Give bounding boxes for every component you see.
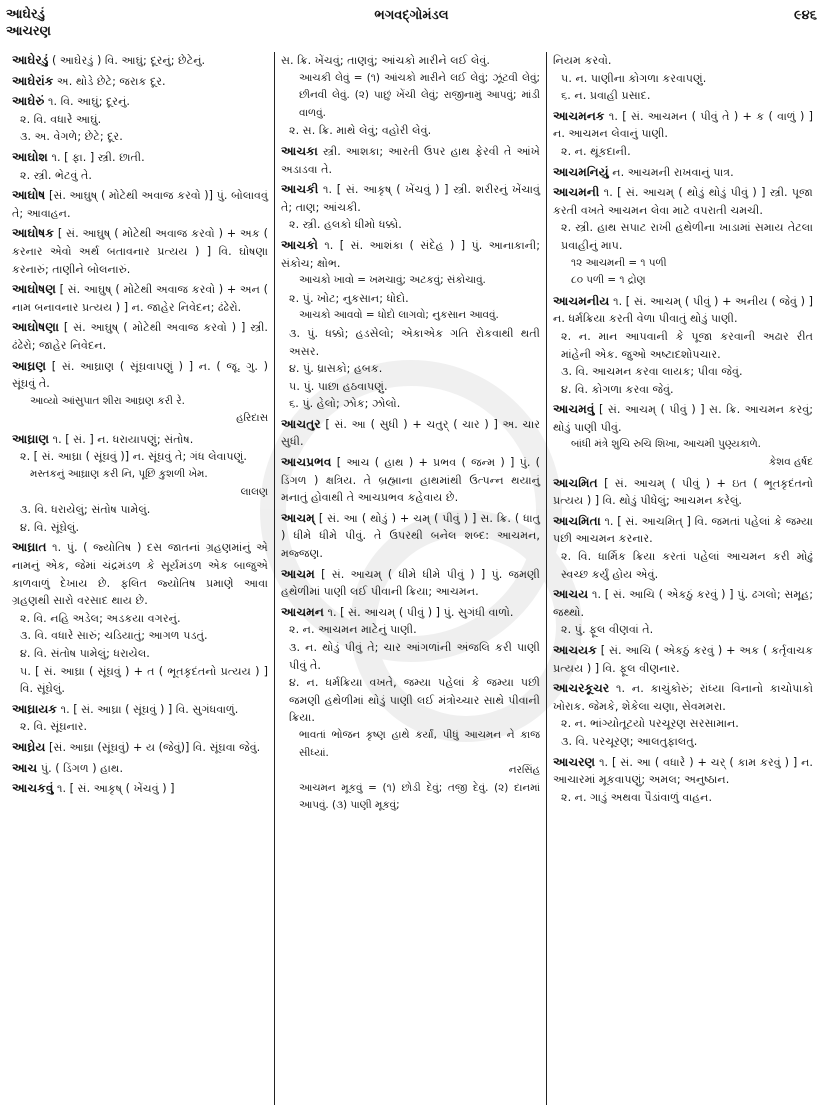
dictionary-entry — [281, 416, 540, 451]
headword: આચમનક — [553, 108, 605, 123]
dictionary-entry — [12, 93, 268, 146]
definition-text: સ્ત્રી. આશકા; આરતી ઉપર હાથ ફેરવી તે આંખે અડાડવા તે. — [281, 144, 540, 176]
definition-text: નિયમ કરવો. — [553, 54, 612, 67]
entry-definition — [553, 754, 813, 789]
usage-quote: મસ્તકનું આઘ્રાણ કરી નિ, પૂછિ કુશળી ખેમ. — [30, 468, 208, 481]
entry-definition — [12, 701, 268, 719]
usage-quote: આચકી લેવું = (૧) આંચકો મારીને લઈ લેવું; ઝૂંટવી લેવું; છીનવી લેવું. (૨) પાછું ખેંચી લેવું; રાજીનામું આપવું; માંડી વાળવું. — [299, 71, 540, 119]
sense-line: ૨. સ્ત્રી. હલકો ધીમો ધક્કો. — [289, 218, 402, 232]
dictionary-entry — [553, 52, 813, 105]
measure-line: ૧૨ આચમની = ૧ પળી — [571, 256, 667, 269]
entry-definition — [12, 281, 268, 316]
quote-author: હરિદાસ — [236, 412, 268, 425]
headword: આચમિતા — [553, 513, 601, 528]
definition-text: ૧. [ સં. આઘ્રા ( સૂંઘવું ) ] વિ. સુગંધવાળું. — [60, 702, 239, 716]
sense-line: ૩. વિ. પરચૂરણ; આલતુફાલતુ. — [561, 734, 698, 748]
entry-definition — [12, 780, 268, 798]
dictionary-entry — [12, 187, 268, 222]
headword: આચકા — [281, 143, 318, 158]
sense-line: ૨. સ્ત્રી. હાથ સપાટ રાખી હથેળીના ખાડામાં સમાય તેટલા પ્રવાહીનું માપ. — [561, 221, 813, 252]
entry-definition — [12, 760, 268, 778]
definition-text: ૧. [ ફા. ] સ્ત્રી. છાતી. — [51, 150, 145, 164]
dictionary-entry — [553, 642, 813, 677]
definition-text: [ સં. આચમ્ ( પીવું ) ] સ. ક્રિ. આચમન કરવું; થોડું પાણી પીવું. — [553, 403, 813, 434]
dictionary-entry — [553, 680, 813, 750]
dictionary-title: ભગવદ્ગોમંડલ — [374, 8, 449, 23]
definition-text: ૧. [ સં. આશંકા ( સંદેહ ) ] પું. આનાકાની; સંકોચ; ક્ષોભ. — [281, 238, 541, 270]
dictionary-entry — [553, 184, 813, 290]
usage-quote: આચકો આવવો = ધોદો લાગવો; નુકસાન આવવું. — [299, 309, 499, 322]
measure-line: ૮૦ પળી = ૧ દ્રોણ — [571, 274, 646, 287]
usage-quote: ભાવતાં ભોજન કૃષ્ણ હાથે કર્યાં, પીધું આચમન ને કાજ સીધ્યાં. — [299, 728, 540, 759]
dictionary-entry — [12, 225, 268, 278]
definition-text: [ સં. આઘુષ્ ( મોટેથી અવાજ કરવો ) + અન ( નામ બનાવનાર પ્રત્યય ) ] ન. જાહેર નિવેદન; ઢંઢેરો. — [12, 283, 268, 314]
dictionary-entry — [12, 358, 268, 428]
headword: આઘ્રાત — [12, 540, 47, 555]
sense-line: ૨. ન. આચમન માટેનું પાણી. — [289, 623, 417, 637]
entry-definition — [281, 566, 540, 601]
headword: આચમનીય — [553, 293, 610, 308]
dictionary-entry — [12, 431, 268, 537]
sense-line: ૩. વિ. ધરાયેલું; સંતોષ પામેલું. — [20, 503, 151, 517]
entry-definition — [12, 52, 268, 70]
sense-line: ૩. વિ. આચમન કરવા લાયક; પીવા જેવું. — [561, 365, 743, 379]
entry-definition — [281, 604, 540, 622]
headword: આચમનિયું — [553, 164, 609, 179]
entry-definition — [553, 513, 813, 548]
headword: આચ — [12, 760, 38, 775]
headword: આચમવું — [553, 402, 595, 417]
dictionary-entry — [12, 281, 268, 316]
definition-text: ( આઘેરડું ) વિ. આઘું; દૂરનું; છેટેનું. — [52, 54, 206, 67]
definition-text: સ. ક્રિ. ખેંચવું; તાણવું; આંચકો મારીને લઈ લેવું. — [281, 54, 490, 67]
quote-author: કેશવ હર્ષદ — [768, 456, 813, 469]
dictionary-entry — [553, 475, 813, 510]
sense-line: ૨. [ સં. આઘ્રા ( સૂંઘવું )] ન. સૂંઘવું તે; ગંધ લેવાપણું. — [20, 450, 247, 464]
dictionary-entry — [281, 237, 540, 413]
entry-definition — [553, 642, 813, 677]
definition-text: ૧. વિ. આઘું; દૂરનું. — [47, 95, 130, 109]
entry-definition — [553, 401, 813, 436]
sense-line: ૨. પું. ખોટ; નુકસાન; ધોદો. — [289, 291, 409, 305]
entry-definition — [12, 539, 268, 609]
entry-definition — [281, 510, 540, 563]
entry-definition — [281, 181, 540, 216]
headword: આચમિત — [553, 475, 598, 490]
dictionary-entry — [281, 454, 540, 507]
entry-definition — [553, 586, 813, 621]
entry-definition — [553, 52, 813, 70]
entry-definition — [12, 149, 268, 167]
sense-line: ૫. પું. પાછા હઠવાપણું. — [289, 379, 388, 393]
sense-line: ૨. ન. ભાંગ્યોતૂટયો પરચૂરણ સરસામાન. — [561, 717, 739, 731]
entry-definition — [553, 184, 813, 219]
headword: આઘ્રાણ — [12, 431, 50, 446]
entry-definition — [12, 225, 268, 278]
guide-word-bottom: આચરણ — [6, 24, 51, 39]
entry-definition — [12, 73, 268, 91]
sense-line: ૨. સ્ત્રી. ભેટવું તે. — [20, 168, 92, 182]
dictionary-entry — [553, 401, 813, 471]
column-1 — [6, 52, 274, 1105]
definition-text: ૧. [ સં. આકૃષ્ ( ખેંચવું ) ] સ્ત્રી. શરીરનું ખેંચાવું તે; તાણ; આંચકી. — [281, 183, 540, 214]
entry-definition — [553, 108, 813, 143]
dictionary-entry — [553, 164, 813, 182]
sense-line: ૩. ન. થોડું પીવું તે; ચાર આંગળાંની અંજલિ કરી પાણી પીવું તે. — [289, 641, 540, 672]
sense-line: ૬. ન. પ્રવાહી પ્રસાદ. — [561, 89, 651, 103]
headword: આચમ્ — [281, 510, 315, 525]
dictionary-entry — [281, 143, 540, 178]
entry-definition — [281, 52, 540, 70]
dictionary-entry — [12, 149, 268, 184]
definition-text: ૧. [ સં. આચમન ( પીવું તે ) + ક ( વાળું ) ] ન. આચમન લેવાનું પાણી. — [553, 109, 814, 141]
sense-line: ૪. પું. ધ્રાસકો; હબક. — [289, 362, 383, 376]
definition-text: ૧. [ સં. આચમિત્ ] વિ. જમતાં પહેલાં કે જમ્યા પછી આચમન કરનાર. — [553, 514, 813, 546]
definition-text: [ સં. આઘુષ્ ( મોટેથી અવાજ કરવો ) ] સ્ત્રી. ઢંઢેરો; જાહેર નિવેદન. — [12, 321, 268, 352]
headword: આચતુર — [281, 416, 321, 431]
entry-definition — [12, 431, 268, 449]
definition-text: અ. થોડે છેટે; જરાક દૂર. — [56, 74, 166, 88]
definition-text: ૧. [ સં. આચમ્ ( થોડું થોડું પીવું ) ] સ્ત્રી. પૂજા કરતી વખતે આચમન લેવા માટે વપરાતી ચમચી. — [553, 186, 813, 217]
sense-line: ૪. ન. ધર્મક્રિયા વખતે, જમ્યા પહેલાં કે જમ્યા પછી જમણી હથેળીમાં થોડું પાણી લઈ મંત્રોચ્ચાર સાથે પીવાની ક્રિયા. — [289, 676, 540, 725]
definition-text: [સં. આઘુષ્ ( મોટેથી અવાજ કરવો )] પું. બોલાવવું તે; આવાહન. — [12, 189, 268, 220]
headword: આઘોષક — [12, 226, 54, 241]
headword: આચકી — [281, 182, 319, 197]
entry-definition — [553, 680, 813, 715]
entry-definition — [553, 293, 813, 328]
definition-text: [ સં. આ ( સુધી ) + ચતુર્ ( ચાર ) ] અ. ચાર સુધી. — [281, 417, 540, 449]
dictionary-entry — [12, 760, 268, 778]
definition-text: ૧. [ સં. આચમ્ ( પીવું ) + અનીય ( જેવું ) ] ન. ધર્મક્રિયા કરતી વેળા પીવાતું થોડું પાણી. — [553, 294, 813, 326]
dictionary-entry — [281, 181, 540, 234]
dictionary-entry — [12, 319, 268, 354]
entry-definition — [12, 739, 268, 757]
sense-line: ૨. ન. ગાડું અથવા પૈડાંવાળું વાહન. — [561, 790, 713, 804]
sense-line: ૨. વિ. ધાર્મિક ક્રિયા કરતાં પહેલાં આચમન કરી મોઢું સ્વચ્છ કર્યું હોય એવું. — [561, 550, 813, 581]
definition-text: [ સં. આ ( થોડું ) + ચમ્ ( પીવું ) ] સ. ક્રિ. ( ધાતુ ) ધીમે ધીમે પીવું. તે ઉપરથી બનેલ શબ્દ: આચમન, મજ્જણ. — [281, 511, 541, 561]
page-number: ૯૪૬ — [793, 8, 817, 23]
definition-text: [ સં. આચમ્ ( ધીમે ધીમે પીવું ) ] પું. જમણી હથેળીમાં પાણી લઈ પીવાની ક્રિયા; આચમન. — [281, 567, 540, 599]
definition-text: [સં. આઘ્રા (સૂંઘવું) + ય (જેવું)] વિ. સૂંઘવા જેવું. — [49, 740, 261, 754]
headword: આચકવું — [12, 781, 54, 796]
dictionary-entry — [12, 52, 268, 70]
sense-line: ૨. ન. માન આપવાની કે પૂજા કરવાની અઢાર રીત માંહેની એક. જુઓ અષ્ટાદશોપચાર. — [561, 329, 813, 361]
dictionary-entry — [553, 293, 813, 399]
quote-author: નરસિંહ — [508, 764, 540, 777]
entry-definition — [12, 358, 268, 393]
column-3 — [546, 52, 819, 1105]
headword: આઘોષણ — [12, 282, 56, 297]
entry-definition — [281, 454, 540, 507]
headword: આચય — [553, 587, 589, 602]
headword: આઘ્રણ — [12, 358, 47, 373]
entry-definition — [12, 187, 268, 222]
headword: આચપ્રભવ — [281, 455, 332, 470]
entry-definition — [553, 164, 813, 182]
definition-text: [ આચ ( હાથ ) + પ્રભવ ( જન્મ ) ] પું. ( ડિંગળ ) ક્ષત્રિય. તે બ્રહ્માના હાથમાંથી ઉત્પન્ન થયાનું મનાતું હોવાથી તે આચપ્રભવ કહેવાય છે. — [281, 456, 540, 505]
guide-word-top: આઘેરડું — [6, 7, 45, 22]
entry-definition — [281, 416, 540, 451]
definition-text: ૧. [ સં. આ ( વધારે ) + ચર્ ( કામ કરવું ) ] ન. આચારમાં મૂકવાપણું; અમલ; અનુષ્ઠાન. — [553, 755, 813, 787]
sense-line: ૪. વિ. કોગળા કરવા જેવું. — [561, 382, 674, 396]
dictionary-entry — [553, 513, 813, 583]
sense-line: ૫. [ સં. આઘ્રા ( સૂંઘવું ) + ત ( ભૂતકૃદંતનો પ્રત્યય ) ] વિ. સૂંઘેલું. — [20, 664, 268, 696]
usage-quote: આચમન મૂકવું = (૧) છોડી દેવું; તજી દેવું. (૨) દાનમાં આપવું. (૩) પાણી મૂકવું; — [299, 781, 540, 812]
sense-line: ૨. વિ. સૂંઘનાર. — [20, 720, 88, 734]
headword: આઘેરાંક — [12, 73, 54, 88]
definition-text: ૧. પું. ( જ્યોતિષ ) દસ જાતનાં ગ્રહણમાંનું એ નામનું એક, જેમાં ચંદ્રમંડળ કે સૂર્યમંડળ એક બાજુએ કાળવાળું દેખાય છે. ફલિત જ્યોતિષ પ્રમાણે આવા ગ્રહણથી સારો વરસાદ થાય છે. — [12, 541, 268, 608]
quote-author: લાલણ — [240, 485, 268, 498]
definition-text: ૧. ન. કાચુંકોરું; રાંધ્યા વિનાનો કાચોપાકો ખોરાક. જેમકે, શેકેલા ચણા, સેવમમરા. — [553, 682, 813, 713]
sense-line: ૬. પું. હેલો; ઝોક; ઝોલો. — [289, 397, 401, 411]
column-2 — [274, 52, 546, 1105]
sense-line: ૩. વિ. વધારે સારું; ચડિયાતું; આગળ પડતું. — [20, 629, 208, 643]
sense-line: ૫. ન. પાણીના કોગળા કરવાપણું. — [561, 71, 707, 85]
sense-line: ૨. વિ. વધારે આઘું. — [20, 112, 102, 126]
definition-text: [ સં. આચમ્ ( પીવું ) + ઇત ( ભૂતકૃદંતનો પ્રત્યય ) ] વિ. થોડું પીધેલું; આચમન કરેલું. — [553, 476, 813, 508]
headword: આઘોશ — [12, 149, 48, 164]
sense-line: ૪. વિ. સૂંઘેલું. — [20, 520, 80, 534]
entry-definition — [553, 475, 813, 510]
headword: આઘ્રાયક — [12, 701, 58, 716]
definition-text: ૧. [ સં. આચમ્ ( પીવું ) ] પું. સુગંધી વાળો. — [327, 605, 514, 619]
dictionary-entry — [12, 739, 268, 757]
sense-line: ૩. પું. ધક્કો; હડસેલો; એકાએક ગતિ રોકવાથી થતી અસર. — [289, 326, 540, 358]
dictionary-entry — [281, 566, 540, 601]
definition-text: [ સં. આચિ ( એકઠું કરવું ) + અક ( કર્તૃવાચક પ્રત્યય ) ] વિ. ફૂલ વીણનાર. — [553, 644, 813, 675]
dictionary-entry — [281, 510, 540, 563]
definition-text: ૧. [ સં. આકૃષ્ ( ખેંચવું ) ] — [57, 782, 175, 796]
dictionary-entry — [553, 586, 813, 639]
dictionary-entry — [12, 701, 268, 736]
entry-definition — [12, 319, 268, 354]
dictionary-columns — [6, 52, 819, 1105]
definition-text: ૧. [ સં. ] ન. ધરાયાપણું; સંતોષ. — [52, 432, 194, 446]
entry-definition — [12, 93, 268, 111]
headword: આચમની — [553, 185, 600, 200]
sense-line: ૨. ન. થૂંકદાની. — [561, 144, 631, 158]
entry-definition — [281, 237, 540, 272]
usage-quote: બાંધી મંત્રે શુચિ રુચિ શિખા, આચમી પુણ્યકાળે. — [571, 438, 761, 451]
dictionary-entry — [12, 780, 268, 798]
headword: આઘેરું — [12, 94, 45, 109]
headword: આઘ્રેય — [12, 739, 46, 754]
headword: આઘોષણા — [12, 320, 59, 335]
dictionary-entry — [281, 604, 540, 815]
headword: આચમ — [281, 566, 315, 581]
headword: આચરણ — [553, 754, 596, 769]
dictionary-entry — [12, 539, 268, 697]
headword: આચયક — [553, 643, 597, 657]
dictionary-entry — [553, 754, 813, 807]
headword: આચરકૂચર — [553, 681, 610, 696]
headword: આચકો — [281, 237, 318, 252]
usage-quote: આચકો ખાવો = ખમચાવું; અટકવું; સંકોચાવું. — [299, 274, 486, 287]
sense-line: ૨. વિ. નહિ અડેલ; અડકયા વગરનું. — [20, 611, 181, 625]
sense-line: ૨. સ. ક્રિ. માથે લેવું; વહોરી લેવું. — [289, 124, 432, 138]
headword: આઘોષ — [12, 188, 46, 203]
headword: આચમન — [281, 604, 324, 619]
usage-quote: આવ્યો આંસુપાત શીરા આઘ્રણ કરી રે. — [30, 394, 185, 407]
sense-line: ૩. અ. વેગળે; છેટે; દૂર. — [20, 130, 123, 144]
dictionary-entry — [12, 73, 268, 91]
entry-definition — [281, 143, 540, 178]
definition-text: [ સં. આઘ્રાણ ( સૂંઘવાપણું ) ] ન. ( જૂ. ગુ. ) સૂંઘવું તે. — [12, 359, 268, 391]
page-header — [6, 4, 817, 48]
dictionary-entry — [281, 52, 540, 140]
headword: આઘેરડું — [12, 53, 49, 67]
definition-text: ન. આચમની રાખવાનું પાત્ર. — [612, 165, 734, 179]
sense-line: ૪. વિ. સંતોષ પામેલું; ધરાયેલ. — [20, 647, 150, 660]
definition-text: ૧. [ સં. આચિ ( એકઠું કરવું ) ] પું. ઢગલો; સમૂહ; જથ્થો. — [553, 588, 814, 619]
sense-line: ૨. પું. ફૂલ વીણવાં તે. — [561, 623, 654, 637]
dictionary-entry — [553, 108, 813, 161]
definition-text: પું. ( ડિંગળ ) હાથ. — [40, 761, 123, 775]
definition-text: [ સં. આઘુષ્ ( મોટેથી અવાજ કરવો ) + અક ( કરનાર એવો અર્થ બતાવનાર પ્રત્યય ) ] વિ. ઘોષણા કરનારું; તાણીને બોલનારું. — [12, 227, 268, 276]
